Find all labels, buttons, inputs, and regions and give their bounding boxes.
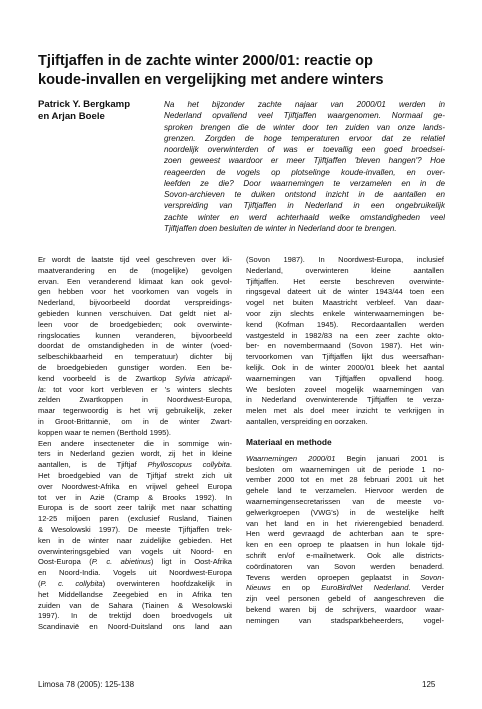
title-line-2: koude-invallen en vergelijking met andere winters (38, 72, 384, 88)
body-line: (Sovon 1987). In Noordwest-Europa, inclusief (246, 255, 444, 264)
abstract-line: reageerden de vogels op plotselinge koude-invallen, en over- (164, 167, 445, 177)
body-line: ervan. Een veranderend klimaat kan ook gevol- (38, 276, 232, 286)
abstract-line: Na het bijzonder zachte najaar van 2000/01 werden in (164, 100, 445, 109)
body-line: koppen waar te nemen (Berthold 1995). (38, 427, 171, 437)
body-line: tervoorkomen van Tjiftjaffen lijkt dus weersafhan- (246, 352, 444, 362)
body-line: vogel net buiten Maastricht verbleef. Van daar- (246, 298, 444, 308)
body-line: de broedgebieden gunstiger worden. Een be- (38, 362, 232, 372)
body-line: gebieden kunnen verschuiven. Dat geldt niet al- (38, 308, 232, 318)
abstract-line: zoen geweest waardoor er meer Tjiftjaffen 'bleven hangen'? Hoe (164, 156, 445, 166)
section-heading: Materiaal en methode (246, 436, 332, 447)
body-line: ken in de winter naar zuidelijke gebieden. Het (38, 535, 232, 545)
body-line: Tevens werden oproepen geplaatst in Sovon- (246, 572, 444, 582)
body-column-right (246, 255, 444, 627)
body-line: kelijk. Ook in de winter 2000/01 bleek het aantal (246, 362, 444, 372)
body-line: Scandinavië en Noord-Duitsland ons land aan (38, 622, 232, 632)
body-line: melen met als doel meer inzicht te verkrijgen in (246, 406, 444, 416)
body-line: waarnemingen van Tjiftjaffen opvallend hoog. (246, 373, 444, 383)
body-line: doordat de omstandigheden in de winter (voed- (38, 341, 232, 351)
body-column-left (38, 255, 232, 633)
body-line: het Middellandse Zeegebied en in Afrika ten (38, 589, 232, 599)
page-number: 125 (422, 680, 436, 689)
body-line: coördinatoren van Sovon werden benaderd. (246, 561, 444, 571)
body-line: tot ver in Azië (Cramp & Brooks 1992). In (38, 492, 232, 502)
intro-continued (246, 255, 444, 428)
body-line: waarnemingensecretarissen van de meeste vo- (246, 496, 444, 506)
body-line: ringslocaties kunnen veranderen, bijvoorbeeld (38, 330, 232, 340)
body-line: Er wordt de laatste tijd veel geschreven over kli- (38, 255, 232, 264)
body-line: vastgesteld in 1982/83 na een zeer zachte okto- (246, 330, 444, 340)
body-line: schrift en/of e-mailnetwerk. Ook alle districts- (246, 550, 444, 560)
methods-text (246, 454, 444, 627)
body-line: 12-25 miljoen paren (exclusief Rusland, Tiainen (38, 514, 232, 524)
body-line: selbeschikbaarheid en temperatuur) dichter bij (38, 352, 232, 362)
body-line: ters in Nederland gezien wordt, zij het in kleine (38, 449, 232, 459)
body-line: Een andere insecteneter die in sommige win- (38, 438, 232, 448)
authors (38, 99, 158, 123)
body-line: ringsgeval dateert uit de winter 1943/44 toen een (246, 287, 444, 297)
journal-citation: Limosa 78 (2005): 125-138 (38, 680, 135, 689)
body-line: Oost-Europa (P. c. abietinus) ligt in Oost-Afrika (38, 557, 232, 567)
body-line: voor zijn slechts enkele winterwaarnemingen be- (246, 308, 444, 318)
body-line: ber- en novembermaand (Sovon 1987). Het win- (246, 341, 444, 351)
body-line: leen voor de broedgebieden; ook overwinte- (38, 319, 232, 329)
body-line: Het broedgebied van de Tjiftjaf strekt zich uit (38, 470, 232, 480)
body-line: ken en een oproep te plaatsen in hun lokale tijd- (246, 540, 444, 550)
body-line: maar tegenwoordig is het vrij gebruikelijk, zeker (38, 406, 232, 416)
body-line: aantallen, is de Tjiftjaf Phylloscopus collybita. (38, 460, 232, 470)
abstract-line: noordelijk overwinterden of was er toevallig een goed broedsei- (164, 145, 445, 154)
abstract-line: verspreiding van Tjiftjaffen in Nederland in een ongebruikelijk (164, 201, 445, 211)
abstract-line: leefden ze die? Door waarnemingen te verzamelen en in de (164, 178, 445, 188)
abstract-line: zachte winter en werd achterhaald welke omstandigheden veel (164, 212, 445, 222)
body-line: Hen werd gevraagd de achterban aan te spre- (246, 529, 444, 539)
body-line: Nederland, bijvoorbeeld doordat verspreidings- (38, 298, 232, 308)
body-line: maatverandering en de (mogelijke) gevolgen (38, 265, 232, 275)
body-line: kend voorbeeld is de Zwartkop Sylvia atricapil- (38, 373, 232, 383)
abstract-line: Sovon-archieven te duiken ontstond inzicht in de aantallen en (164, 190, 445, 199)
body-line: (P. c. collybita) overwinteren hoofdzakelijk in (38, 578, 232, 588)
abstract-line: sproken brengen die de winter door ten zuiden van onze lands- (164, 122, 445, 132)
author-line-1: Patrick Y. Bergkamp (38, 99, 131, 110)
body-line: van het land en in het rivierengebied benaderd. (246, 518, 444, 528)
body-line: kend (Kofman 1945). Recordaantallen werden (246, 319, 444, 329)
body-line: & Wesolowski 1997). De meeste Tjiftjaffen trek- (38, 524, 232, 534)
body-line: Tjiftjaffen. Het eerste beschreven overwinte- (246, 276, 444, 286)
body-line: zijn veel personen gebeld of aangeschreven die (246, 594, 444, 604)
body-line: Nieuws en op EuroBirdNet Nederland. Verder (246, 583, 444, 593)
body-line: Europa is de soort zeer talrijk met naar schatting (38, 503, 232, 513)
body-line: vember 2000 tot en met 28 februari 2001 uit het (246, 475, 444, 485)
abstract-line: grenzen. Zorgden de hoge temperaturen ervoor dat ze relatief (164, 133, 445, 143)
body-line: gehele land te verzamelen. Hiervoor werden de (246, 486, 444, 496)
author-line-2: en Arjan Boele (38, 111, 105, 122)
article-title (38, 52, 458, 90)
body-line: la: tot voor kort verbleven er 's winters slechts (38, 384, 232, 394)
body-line: gen hebben voor het voorkomen van vogels in (38, 287, 232, 297)
abstract (164, 99, 445, 234)
body-line: Nederland, overwinteren kleine aantallen (246, 265, 444, 275)
body-line: over Noordwest-Afrika en vrijwel geheel Europa (38, 481, 232, 491)
abstract-line: Tjiftjaffen doen besluiten de winter in Nederland door te brengen. (164, 223, 397, 233)
body-line: 1997). In de trektijd doen broedvogels uit (38, 611, 232, 621)
body-line: besloten om waarnemingen uit de periode 1 no- (246, 464, 444, 474)
body-line: overwinteringsgebied van vogels uit Noord- en (38, 546, 232, 556)
body-line: gelwerkgroepen (VWG's) in de westelijke helft (246, 507, 444, 517)
body-line: in Groot-Brittannië, om in de winter Zwart- (38, 416, 232, 426)
abstract-line: Nederland opvallend veel Tjiftjaffen waargenomen. Normaal ge- (164, 111, 445, 121)
title-line-1: Tjiftjaffen in de zachte winter 2000/01: reactie op (38, 53, 373, 69)
body-line: bekend waren bij de schrijvers, waardoor waar- (246, 604, 444, 614)
body-line: zuiden van de Sahara (Tiainen & Wesolowski (38, 600, 232, 610)
body-line: en Noord-India. Vogels uit Noordwest-Europa (38, 568, 232, 578)
body-line: aantallen, verspreiding en oorzaken. (246, 416, 368, 426)
body-line: nemingen van stadsparkbeheerders, vogel- (246, 615, 444, 625)
body-line: We besloten zoveel mogelijk waarnemingen van (246, 384, 444, 394)
body-line: Waarnemingen 2000/01 Begin januari 2001 is (246, 453, 444, 463)
body-line: zelden Zwartkoppen in Noordwest-Europa, (38, 395, 232, 405)
body-line: in Nederland overwinterende Tjiftjaffen te verza- (246, 395, 444, 405)
